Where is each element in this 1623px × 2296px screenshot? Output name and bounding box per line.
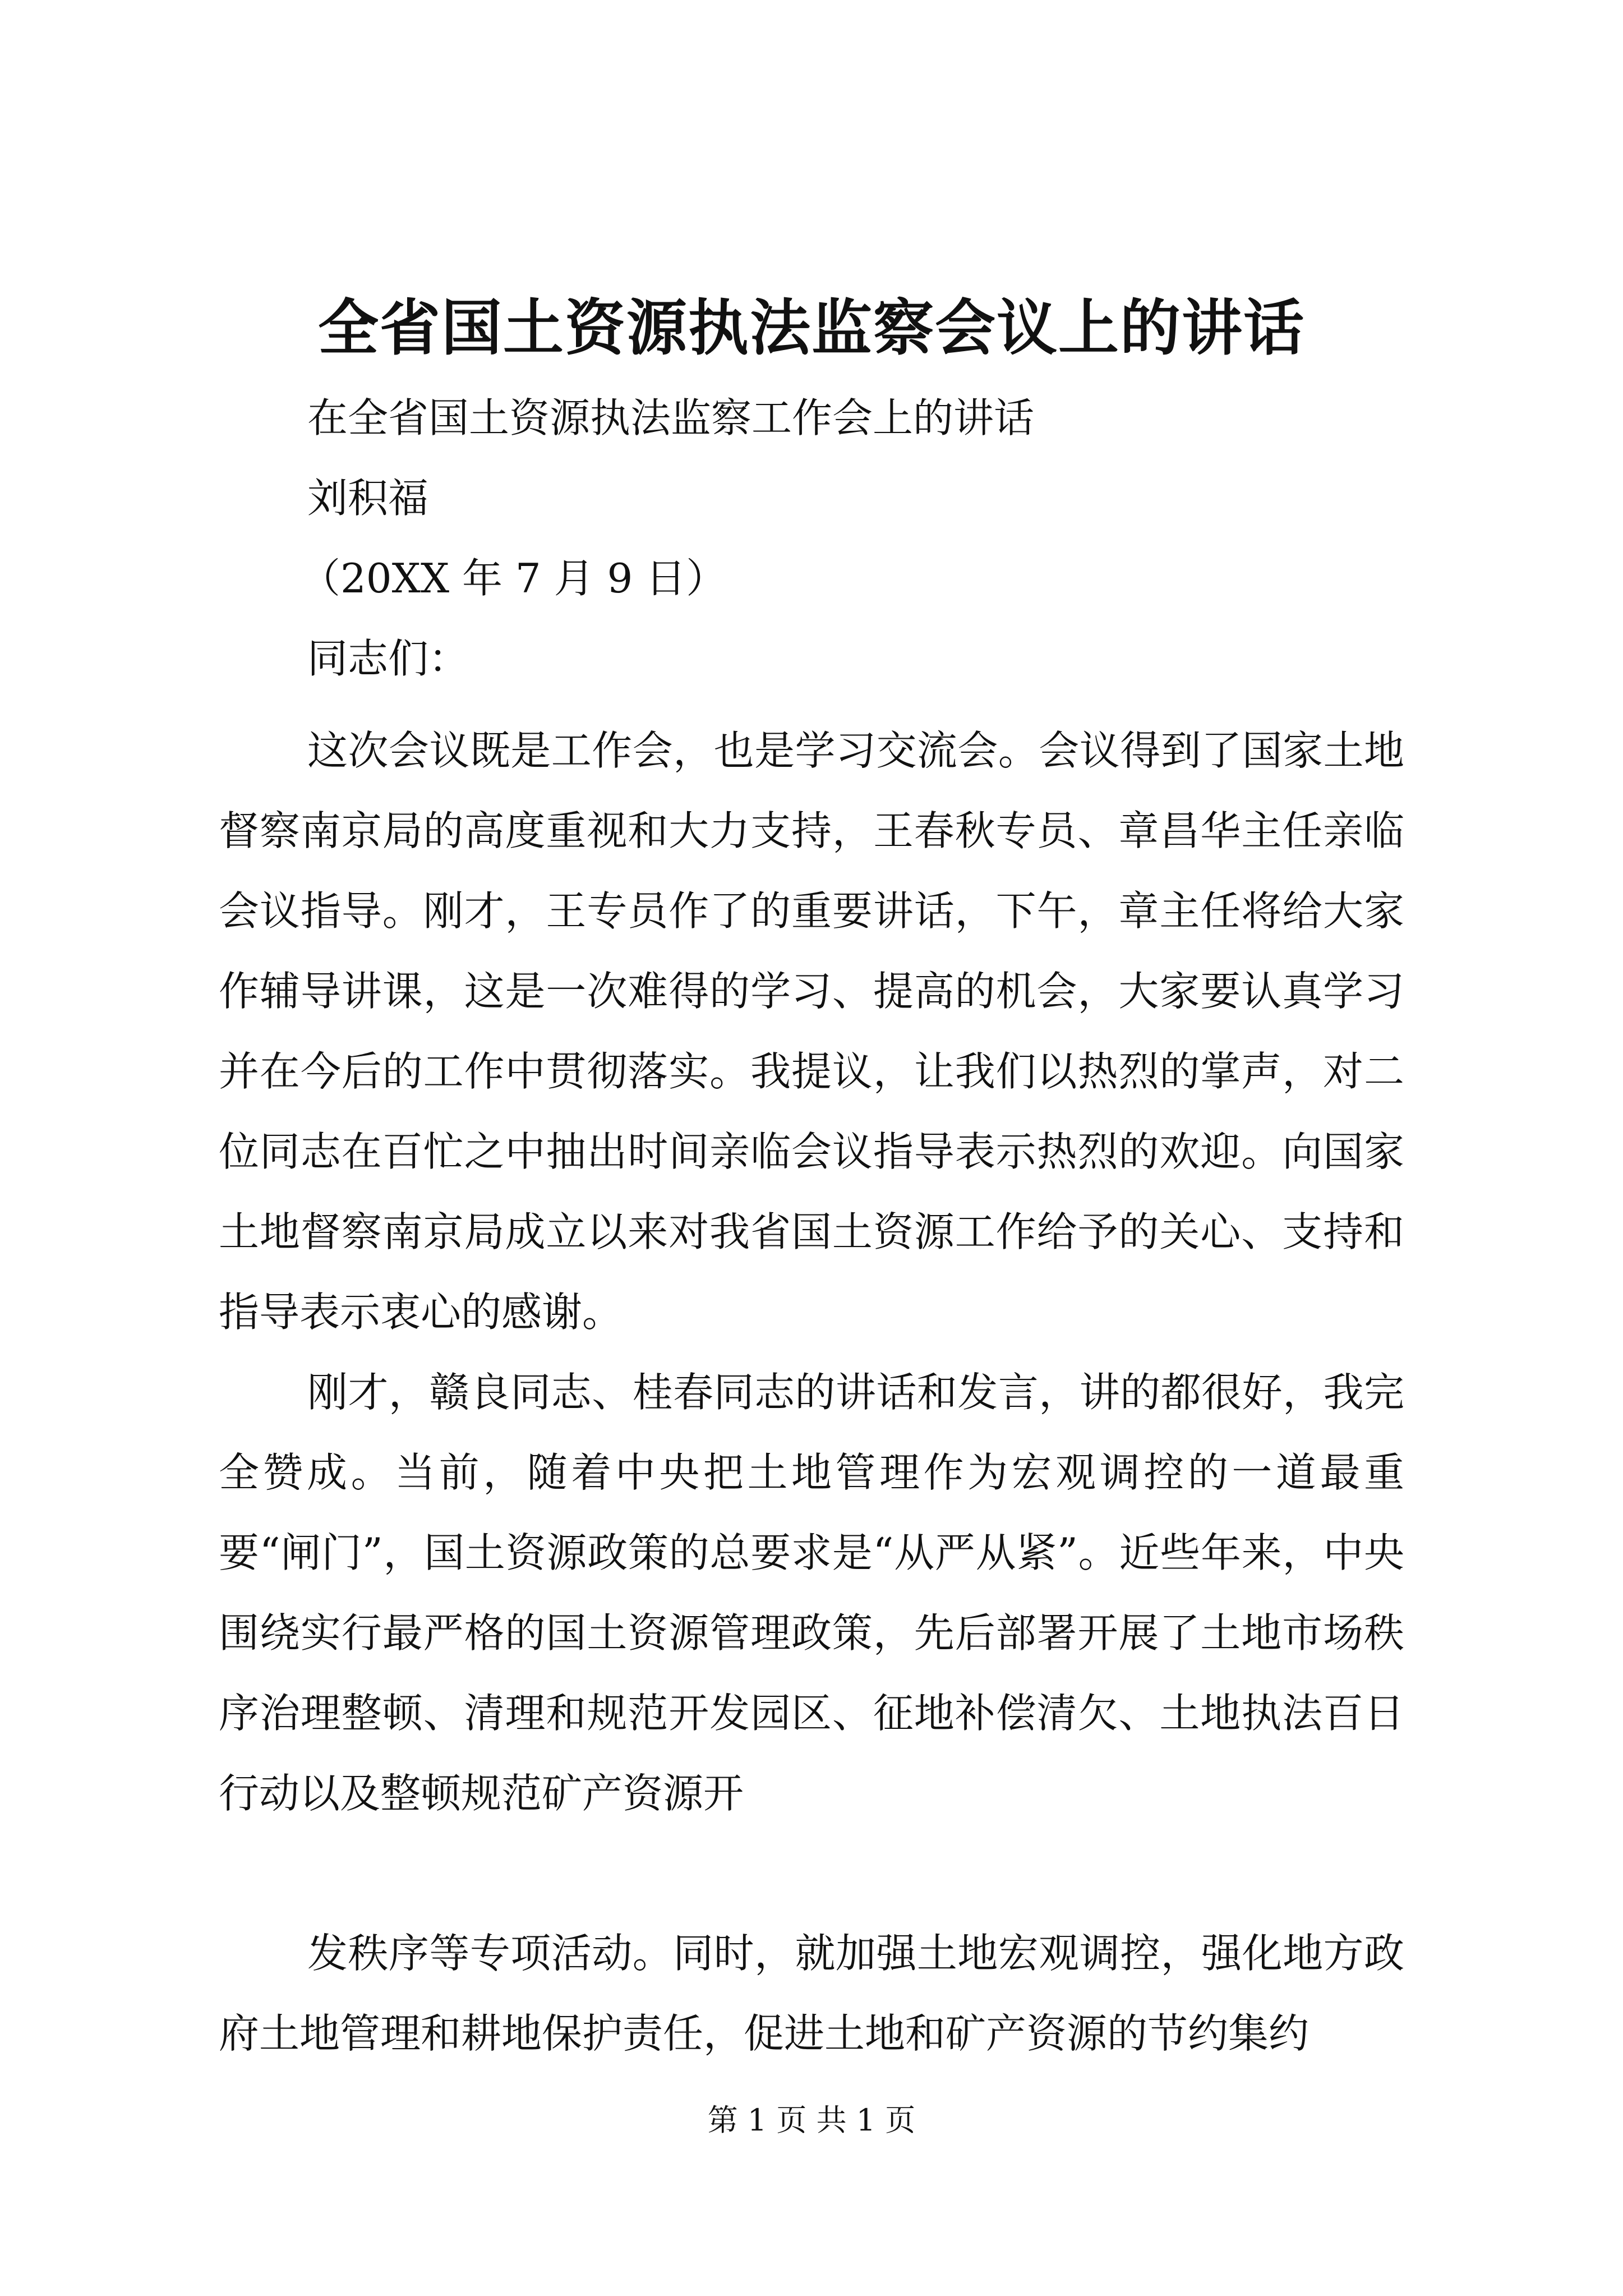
body-paragraph-1: 这次会议既是工作会，也是学习交流会。会议得到了国家土地督察南京局的高度重视和大力支持，王春秋专员、章昌华主任亲临会议指导。刚才，王专员作了的重要讲话，下午，章主任将给大家作辅导讲课，这是一次难得的学习、提高的机会，大家要认真学习并在今后的工作中贯彻落实。我提议，让我们以热烈的掌声，对二位同志在百忙之中抽出时间亲临会议指导表示热烈的欢迎。向国家土地督察南京局成立以来对我省国土资源工作给予的关心、支持和指导表示衷心的感谢。 (219, 727, 1404, 1336)
page-footer: 第 1 页 共 1 页 (707, 2102, 916, 2138)
document-date: （20XX 年 7 月 9 日） (300, 555, 727, 602)
body-paragraph-2: 刚才，赣良同志、桂春同志的讲话和发言，讲的都很好，我完全赞成。当前，随着中央把土地管理作为宏观调控的一道最重要“闸门”，国土资源政策的总要求是“从严从紧”。近些年来，中央围绕实行最严格的国土资源管理政策，先后部署开展了土地市场秩序治理整顿、清理和规范开发园区、征地补偿清欠、土地执法百日行动以及整顿规范矿产资源开 (219, 1369, 1404, 1817)
body-paragraph-3: 发秩序等专项活动。同时，就加强土地宏观调控，强化地方政府土地管理和耕地保护责任，促进土地和矿产资源的节约集约 (219, 1930, 1404, 2057)
document-subtitle: 在全省国土资源执法监察工作会上的讲话 (307, 394, 1035, 441)
document-author: 刘积福 (307, 475, 429, 522)
document-title: 全省国土资源执法监察会议上的讲话 (317, 293, 1305, 364)
document-greeting: 同志们： (307, 635, 469, 682)
